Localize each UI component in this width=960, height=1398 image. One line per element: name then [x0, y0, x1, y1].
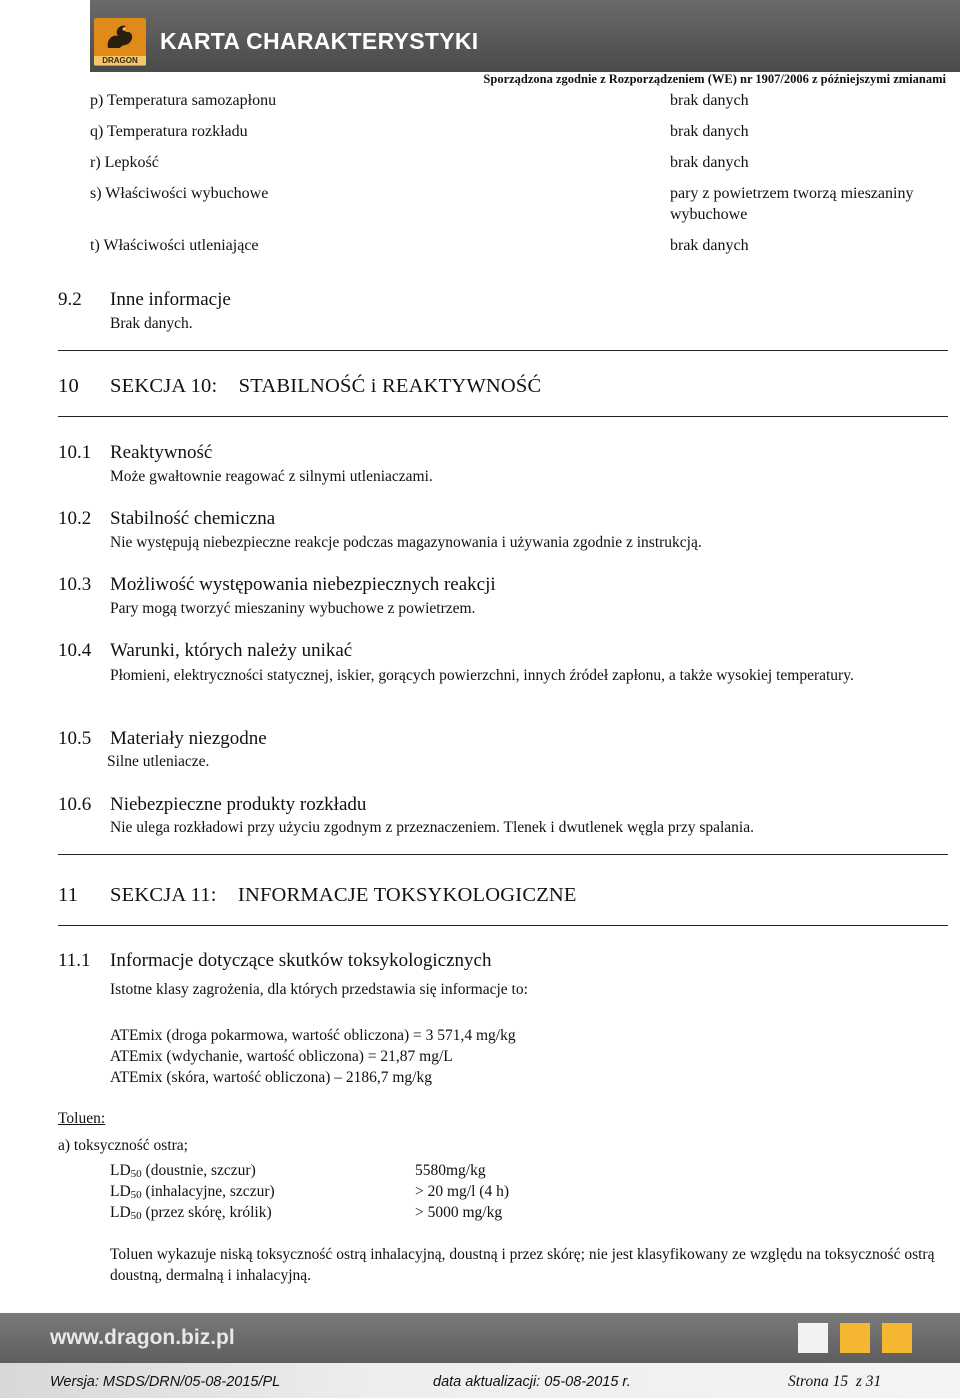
acute-toxicity-label: a) toksyczność ostra;	[58, 1137, 188, 1154]
subsection-text: Może gwałtownie reagować z silnymi utleniaczami.	[110, 468, 433, 485]
substance-label: Toluen:	[58, 1110, 106, 1127]
atemix-line: ATEmix (skóra, wartość obliczona) – 2186,7 mg/kg	[110, 1069, 432, 1086]
ld50-route: $LD_{50}$ (przez skórę, królik)	[110, 1204, 272, 1222]
logo-text: DRAGON	[94, 56, 146, 65]
property-label: t) Właściwości utleniające	[90, 237, 259, 254]
property-value: brak danych	[670, 237, 749, 254]
subsection-number: 10.6	[58, 794, 92, 815]
divider	[58, 925, 948, 926]
footer-version: Wersja: MSDS/DRN/05-08-2015/PL	[50, 1374, 281, 1390]
section-number: 11	[58, 884, 79, 906]
ld50-value: > 20 mg/l (4 h)	[415, 1183, 509, 1200]
atemix-line: ATEmix (wdychanie, wartość obliczona) = 21,87 mg/L	[110, 1048, 453, 1065]
ld50-value: 5580mg/kg	[415, 1162, 486, 1179]
property-value-cont: wybuchowe	[670, 206, 748, 223]
property-value: brak danych	[670, 123, 749, 140]
header-title: KARTA CHARAKTERYSTYKI	[160, 28, 479, 54]
subsection-text: Płomieni, elektryczności statycznej, iskier, gorących powierzchni, innych źródeł zapłonu, a także wysokiej temperatury.	[110, 667, 854, 684]
square-icon	[798, 1323, 828, 1353]
property-label: r) Lepkość	[90, 154, 159, 171]
ld50-route: $LD_{50}$ (doustnie, szczur)	[110, 1162, 256, 1180]
subsection-title: Inne informacje	[110, 289, 231, 310]
property-label: q) Temperatura rozkładu	[90, 123, 248, 140]
section-title: SEKCJA 10: STABILNOŚĆ i REAKTYWNOŚĆ	[110, 375, 542, 397]
subsection-title: Informacje dotyczące skutków toksykologicznych	[110, 950, 492, 971]
dragon-logo	[94, 18, 146, 66]
subsection-title: Możliwość występowania niebezpiecznych reakcji	[110, 574, 496, 595]
footer-info	[0, 1363, 960, 1398]
subsection-text: Istotne klasy zagrożenia, dla których przedstawia się informacje to:	[110, 981, 528, 998]
property-label: p) Temperatura samozapłonu	[90, 92, 277, 109]
subsection-text: Nie ulega rozkładowi przy użyciu zgodnym z przeznaczeniem. Tlenek i dwutlenek węgla przy spalania.	[110, 819, 754, 836]
subsection-number: 10.3	[58, 574, 92, 595]
square-icon	[840, 1323, 870, 1353]
subsection-number: 10.5	[58, 728, 92, 749]
subsection-number: 10.4	[58, 640, 92, 661]
subsection-number: 10.2	[58, 508, 92, 529]
page-footer	[0, 1313, 960, 1398]
atemix-line: ATEmix (droga pokarmowa, wartość obliczona) = 3 571,4 mg/kg	[110, 1027, 516, 1044]
footer-page-number: Strona 15 z 31	[788, 1373, 882, 1390]
subsection-number: 10.1	[58, 442, 92, 463]
footer-url: www.dragon.biz.pl	[50, 1326, 235, 1349]
toxicity-summary: Toluen wykazuje niską toksyczność ostrą inhalacyjną, doustną i przez skórę; nie jest klasyfikowany ze względu na toksyczność ostrą doustną, dermalną i inhalacyjną.	[110, 1246, 935, 1284]
divider	[58, 350, 948, 351]
subsection-title: Reaktywność	[110, 442, 213, 463]
subsection-number: 9.2	[58, 289, 82, 310]
divider	[58, 416, 948, 417]
property-label: s) Właściwości wybuchowe	[90, 185, 269, 202]
subsection-text: Nie występują niebezpieczne reakcje podczas magazynowania i używania zgodnie z instrukcją.	[110, 534, 702, 551]
footer-update-date: data aktualizacji: 05-08-2015 r.	[433, 1374, 631, 1390]
subsection-title: Niebezpieczne produkty rozkładu	[110, 794, 367, 815]
header-subtitle: Sporządzona zgodnie z Rozporządzeniem (WE) nr 1907/2006 z późniejszymi zmianami	[483, 72, 946, 86]
ld50-route: $LD_{50}$ (inhalacyjne, szczur)	[110, 1183, 275, 1201]
subsection-title: Warunki, których należy unikać	[110, 640, 353, 661]
property-value: brak danych	[670, 154, 749, 171]
subsection-text: Brak danych.	[110, 315, 193, 332]
dragon-icon	[102, 20, 138, 54]
ld50-value: > 5000 mg/kg	[415, 1204, 503, 1221]
footer-bar	[0, 1313, 960, 1363]
square-icon	[882, 1323, 912, 1353]
section-title: SEKCJA 11: INFORMACJE TOKSYKOLOGICZNE	[110, 884, 577, 906]
subsection-title: Materiały niezgodne	[110, 728, 267, 749]
section-number: 10	[58, 375, 79, 397]
subsection-text: Silne utleniacze.	[107, 753, 210, 770]
subsection-title: Stabilność chemiczna	[110, 508, 276, 529]
subsection-text: Pary mogą tworzyć mieszaniny wybuchowe z powietrzem.	[110, 600, 476, 617]
divider	[58, 854, 948, 855]
property-value: pary z powietrzem tworzą mieszaniny	[670, 185, 914, 202]
page-header	[0, 0, 960, 88]
property-value: brak danych	[670, 92, 749, 109]
subsection-number: 11.1	[58, 950, 91, 971]
